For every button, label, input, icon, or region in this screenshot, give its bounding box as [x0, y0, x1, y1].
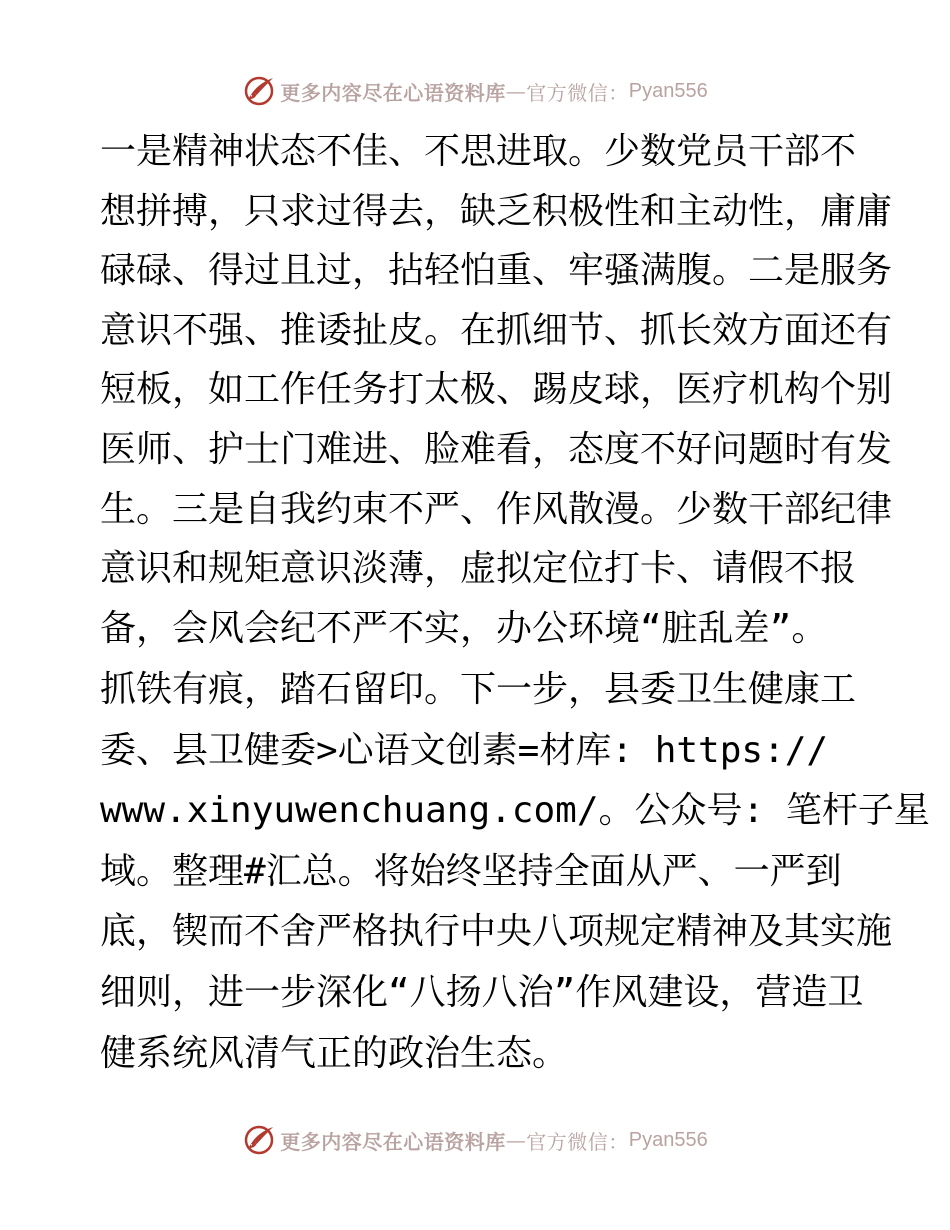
text-line: 健系统风清气正的政治生态。: [100, 1032, 569, 1074]
paragraph-next-steps: [100, 660, 930, 1084]
text-line: 短板，如工作任务打太极、踢皮球，医疗机构个别: [100, 369, 893, 411]
text-line: 一是精神状态不佳、不思进取。少数党员干部不: [100, 131, 857, 172]
paragraph-problems: [100, 122, 893, 658]
text-line: 备，会风会纪不严不实，办公环境“脏乱差”。: [100, 607, 828, 649]
text-line: 域。整理#汇总。将始终坚持全面从严、一严到: [100, 850, 842, 892]
text-line: 细则，进一步深化“八扬八治”作风建设，营造卫: [100, 971, 864, 1013]
brand-logo-icon: [242, 1123, 276, 1157]
text-line: 碌碌、得过且过，拈轻怕重、牢骚满腹。二是服务: [100, 250, 893, 292]
text-line: 想拼搏，只求过得去，缺乏积极性和主动性，庸庸: [100, 190, 893, 232]
text-line: 意识不强、推诿扯皮。在抓细节、抓长效方面还有: [100, 309, 893, 351]
watermark-wechat-id: Pyan556: [628, 1128, 708, 1151]
watermark-official-label: 官方微信：: [526, 1129, 629, 1154]
text-line: www.xinyuwenchuang.com/。公众号: 笔杆子星: [100, 790, 930, 832]
text-line: 医师、护士门难进、脸难看，态度不好问题时有发: [100, 428, 893, 470]
watermark-brand: 更多内容尽在心语资料库: [280, 1129, 506, 1154]
text-line: 生。三是自我约束不严、作风散漫。少数干部纪律: [100, 488, 893, 530]
watermark-brand: 更多内容尽在心语资料库: [280, 80, 506, 105]
watermark-wechat-id: Pyan556: [628, 79, 708, 102]
header-watermark: [0, 71, 950, 111]
text-line: 意识和规矩意识淡薄，虚拟定位打卡、请假不报: [100, 548, 857, 590]
brand-logo-icon: [242, 74, 276, 108]
text-line: 底，锲而不舍严格执行中央八项规定精神及其实施: [100, 911, 893, 953]
watermark-official-label: 官方微信：: [526, 80, 629, 105]
footer-watermark: [0, 1120, 950, 1160]
text-line: 抓铁有痕，踏石留印。下一步，县委卫生健康工: [100, 669, 857, 710]
text-line: 委、县卫健委>心语文创素=材库: https://: [100, 729, 829, 771]
watermark-separator: —: [505, 79, 527, 103]
watermark-separator: —: [505, 1128, 527, 1152]
